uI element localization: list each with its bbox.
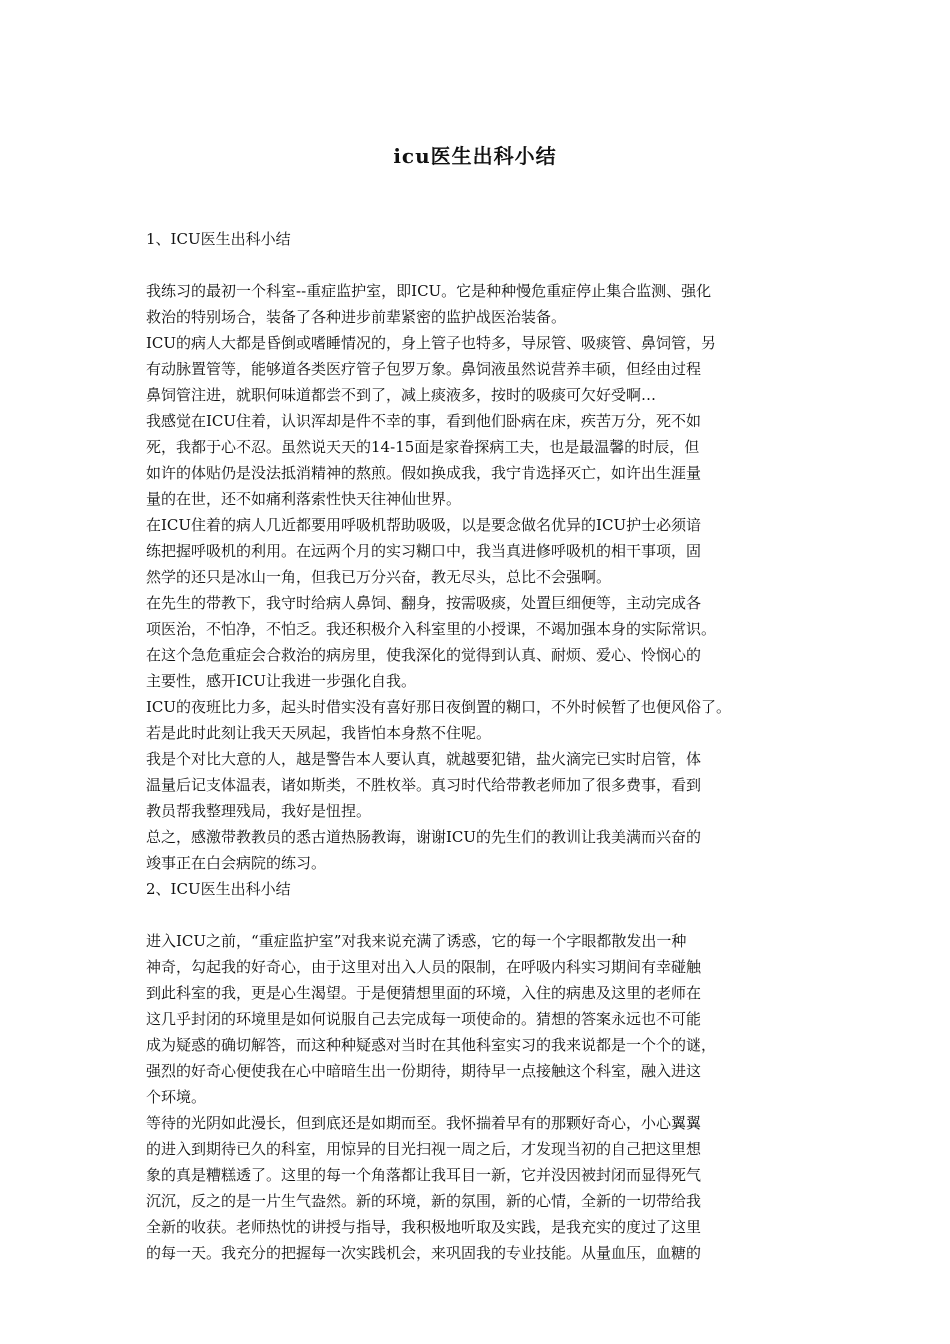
section-1-body [146, 278, 826, 876]
paragraph-line: 有动脉置管等，能够道各类医疗管子包罗万象。鼻饲液虽然说营养丰硕，但经由过程 [146, 360, 702, 378]
paragraph-line: ICU的夜班比力多，起头时借实没有喜好那日夜倒置的糊口，不外时候暂了也便风俗了。 [146, 698, 732, 716]
section-2-body [146, 928, 826, 1266]
section-1-heading: 1、ICU医生出科小结 [146, 230, 291, 248]
paragraph-line: 在ICU住着的病人几近都要用呼吸机帮助吸吸，以是要念做名优异的ICU护士必须谙 [146, 516, 702, 534]
paragraph-line: 在这个急危重症会合救治的病房里，使我深化的觉得到认真、耐烦、爱心、怜悯心的 [146, 646, 702, 664]
paragraph-line: 鼻饲管注进，就职何味道都尝不到了，减上痰液多，按时的吸痰可欠好受啊… [146, 386, 657, 404]
paragraph-line: 救治的特别场合，装备了各种进步前辈紧密的监护战医治装备。 [146, 308, 567, 326]
paragraph-line: 到此科室的我，更是心生渴望。于是便猜想里面的环境，入住的病患及这里的老师在 [146, 984, 702, 1002]
paragraph-line: 这几乎封闭的环境里是如何说服自己去完成每一项使命的。猜想的答案永远也不可能 [146, 1010, 702, 1028]
blank-line [146, 902, 826, 928]
paragraph-line: 象的真是糟糕透了。这里的每一个角落都让我耳目一新，它并没因被封闭而显得死气 [146, 1166, 702, 1184]
paragraph-line: 竣事正在白会病院的练习。 [146, 854, 327, 872]
paragraph-line: 在先生的带教下，我守时给病人鼻饲、翻身，按需吸痰，处置巨细便等，主动完成各 [146, 594, 702, 612]
section-2-heading: 2、ICU医生出科小结 [146, 880, 291, 898]
paragraph-line: 的每一天。我充分的把握每一次实践机会，来巩固我的专业技能。从量血压，血糖的 [146, 1244, 702, 1262]
paragraph-line: 教员帮我整理残局，我好是忸捏。 [146, 802, 372, 820]
blank-line [146, 252, 826, 278]
paragraph-line: 项医治，不怕净，不怕乏。我还积极介入科室里的小授课，不竭加强本身的实际常识。 [146, 620, 717, 638]
paragraph-line: 我感觉在ICU住着，认识浑却是件不幸的事，看到他们卧病在床，疾苦万分，死不如 [146, 412, 702, 430]
paragraph-line: 神奇，勾起我的好奇心，由于这里对出入人员的限制，在呼吸内科实习期间有幸碰触 [146, 958, 702, 976]
paragraph-line: 成为疑惑的确切解答，而这种种疑惑对当时在其他科室实习的我来说都是一个个的谜， [146, 1036, 717, 1054]
paragraph-line: 死，我都于心不忍。虽然说天天的14-15面是家眷探病工夫，也是最温馨的时辰，但 [146, 438, 700, 456]
paragraph-line: 沉沉，反之的是一片生气盎然。新的环境，新的氛围，新的心情，全新的一切带给我 [146, 1192, 702, 1210]
paragraph-line: 我是个对比大意的人，越是警告本人要认真，就越要犯错，盐火滴完已实时启管，体 [146, 750, 702, 768]
paragraph-line: 进入ICU之前，“重症监护室”对我来说充满了诱惑，它的每一个字眼都散发出一种 [146, 932, 687, 950]
paragraph-line: 总之，感激带教教员的悉古道热肠教诲，谢谢ICU的先生们的教训让我美满而兴奋的 [146, 828, 702, 846]
paragraph-line: 然学的还只是冰山一角，但我已万分兴奋，教无尽头，总比不会强啊。 [146, 568, 612, 586]
paragraph-line: 我练习的最初一个科室--重症监护室，即ICU。它是种种慢危重症停止集合监测、强化 [146, 282, 712, 300]
paragraph-line: 等待的光阴如此漫长，但到底还是如期而至。我怀揣着早有的那颗好奇心，小心翼翼 [146, 1114, 702, 1132]
paragraph-line: 主要性，感开ICU让我进一步强化自我。 [146, 672, 417, 690]
paragraph-line: ICU的病人大都是昏倒或嗜睡情况的，身上管子也特多，导尿管、吸痰管、鼻饲管，另 [146, 334, 717, 352]
paragraph-line: 温量后记支体温表，诸如斯类，不胜枚举。真习时代给带教老师加了很多费事，看到 [146, 776, 702, 794]
paragraph-line: 量的在世，还不如痛利落索性快天往神仙世界。 [146, 490, 462, 508]
paragraph-line: 个环境。 [146, 1088, 207, 1106]
paragraph-line: 如许的体贴仍是没法抵消精神的熬煎。假如换成我，我宁肯选择灭亡，如许出生涯量 [146, 464, 702, 482]
document-body [146, 226, 826, 1266]
paragraph-line: 的进入到期待已久的科室，用惊异的目光扫视一周之后，才发现当初的自己把这里想 [146, 1140, 702, 1158]
paragraph-line: 若是此时此刻让我天天夙起，我皆怕本身熬不住呢。 [146, 724, 492, 742]
document-title: icu医生出科小结 [393, 144, 557, 168]
paragraph-line: 全新的收获。老师热忱的讲授与指导，我积极地听取及实践，是我充实的度过了这里 [146, 1218, 702, 1236]
paragraph-line: 强烈的好奇心便使我在心中暗暗生出一份期待，期待早一点接触这个科室，融入进这 [146, 1062, 702, 1080]
paragraph-line: 练把握呼吸机的利用。在远两个月的实习糊口中，我当真进修呼吸机的相干事项，固 [146, 542, 702, 560]
